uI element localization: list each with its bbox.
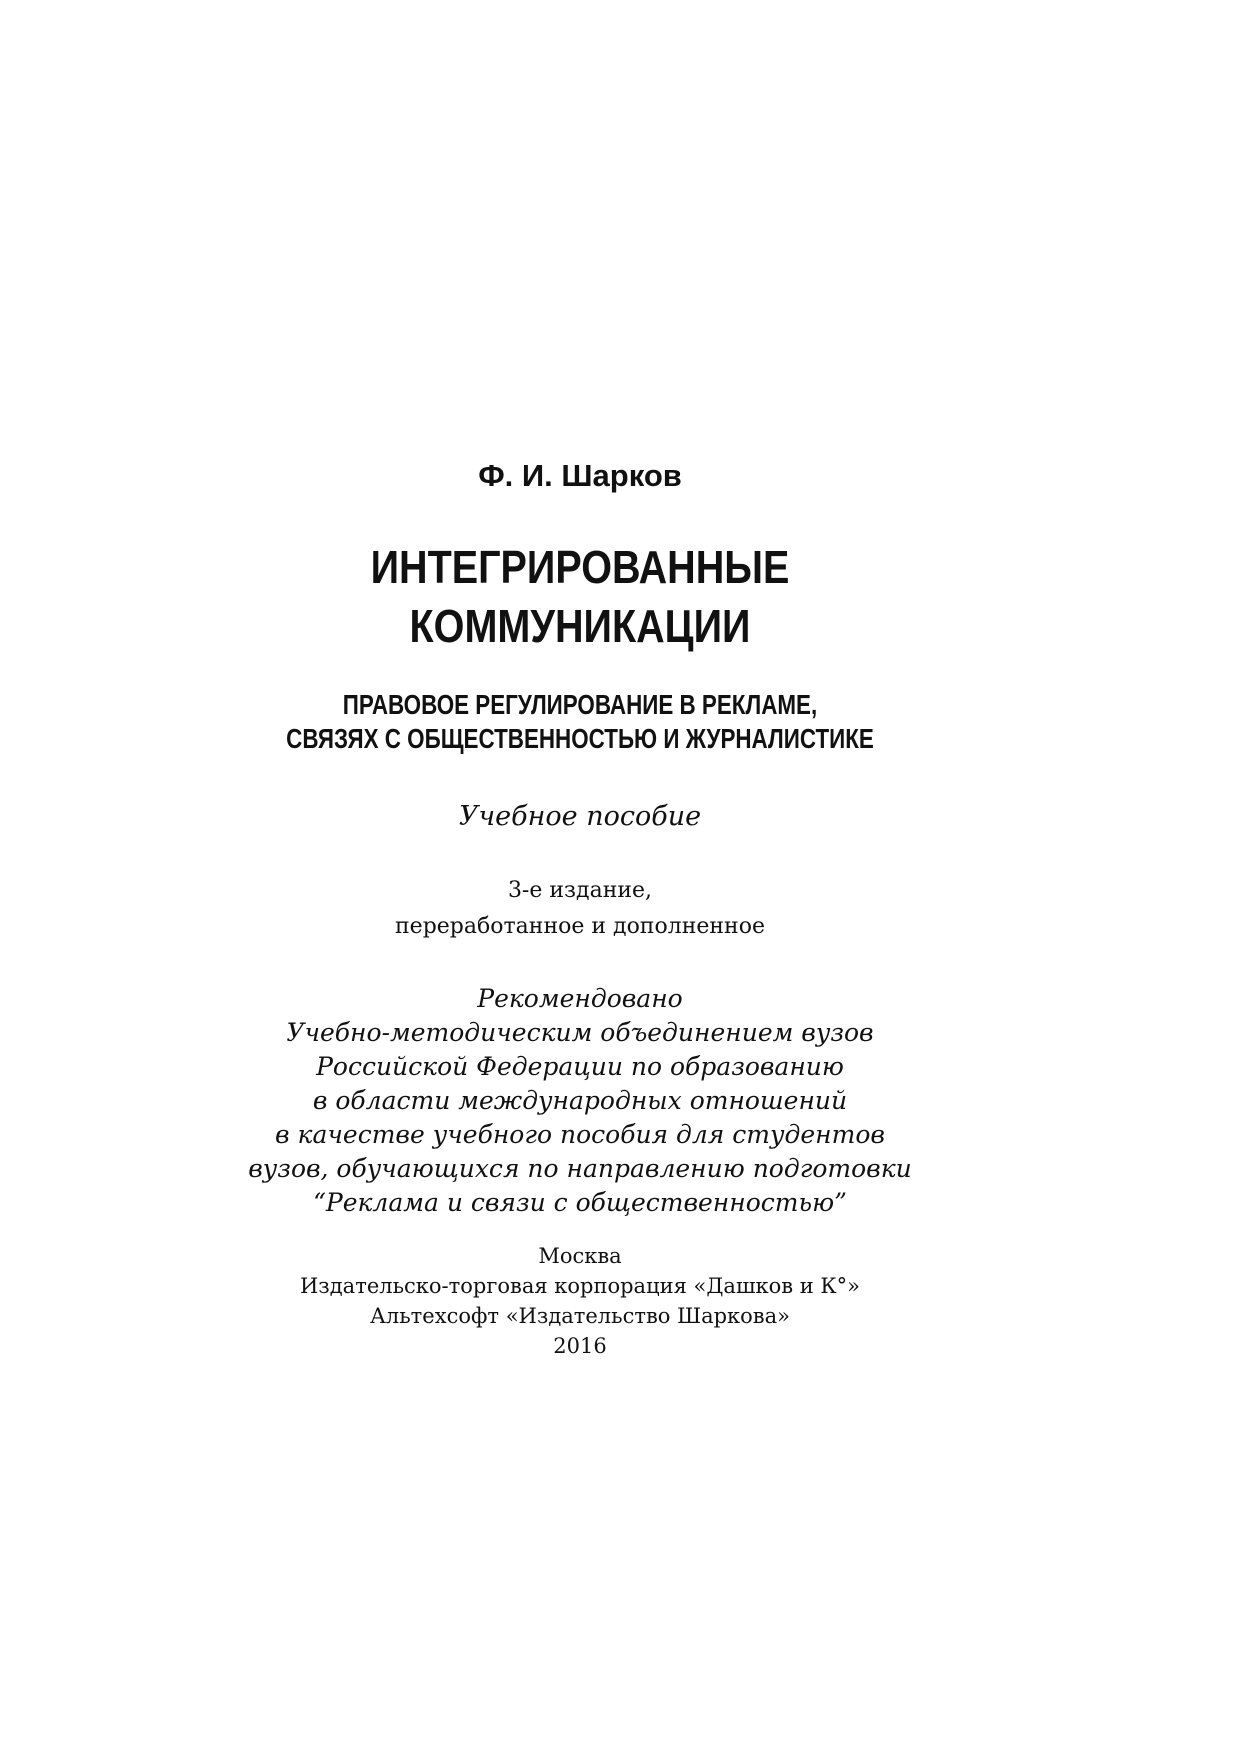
book-subtitle-line-2: СВЯЗЯХ С ОБЩЕСТВЕННОСТЬЮ И ЖУРНАЛИСТИКЕ	[286, 723, 874, 754]
imprint-publisher-1: Издательско-торговая корпорация «Дашков и К°»	[299, 1274, 861, 1298]
book-title-line-2: КОММУНИКАЦИИ	[409, 600, 751, 652]
edition-line-2: переработанное и дополненное	[395, 914, 765, 939]
recommendation-line-5: в качестве учебного пособия для студентов	[275, 1120, 885, 1149]
recommendation-line-6: вузов, обучающихся по направлению подготовки	[248, 1154, 912, 1183]
book-genre: Учебное пособие	[458, 801, 702, 832]
book-title-line-1: ИНТЕГРИРОВАННЫЕ	[370, 541, 790, 593]
recommendation-line-7: “Реклама и связи с общественностью”	[313, 1188, 847, 1217]
imprint-city: Москва	[538, 1244, 622, 1268]
edition-line-1: 3-е издание,	[507, 878, 653, 903]
book-subtitle-line-1: ПРАВОВОЕ РЕГУЛИРОВАНИЕ В РЕКЛАМЕ,	[342, 689, 818, 720]
recommendation-line-1: Рекомендовано	[477, 984, 683, 1013]
recommendation-line-2: Учебно-методическим объединением вузов	[286, 1018, 874, 1047]
author-name: Ф. И. Шарков	[478, 458, 682, 493]
recommendation-line-3: Российской Федерации по образованию	[316, 1052, 844, 1081]
recommendation-line-4: в области международных отношений	[312, 1086, 848, 1115]
imprint-year: 2016	[553, 1334, 607, 1358]
imprint-publisher-2: Альтехсофт «Издательство Шаркова»	[370, 1304, 790, 1328]
